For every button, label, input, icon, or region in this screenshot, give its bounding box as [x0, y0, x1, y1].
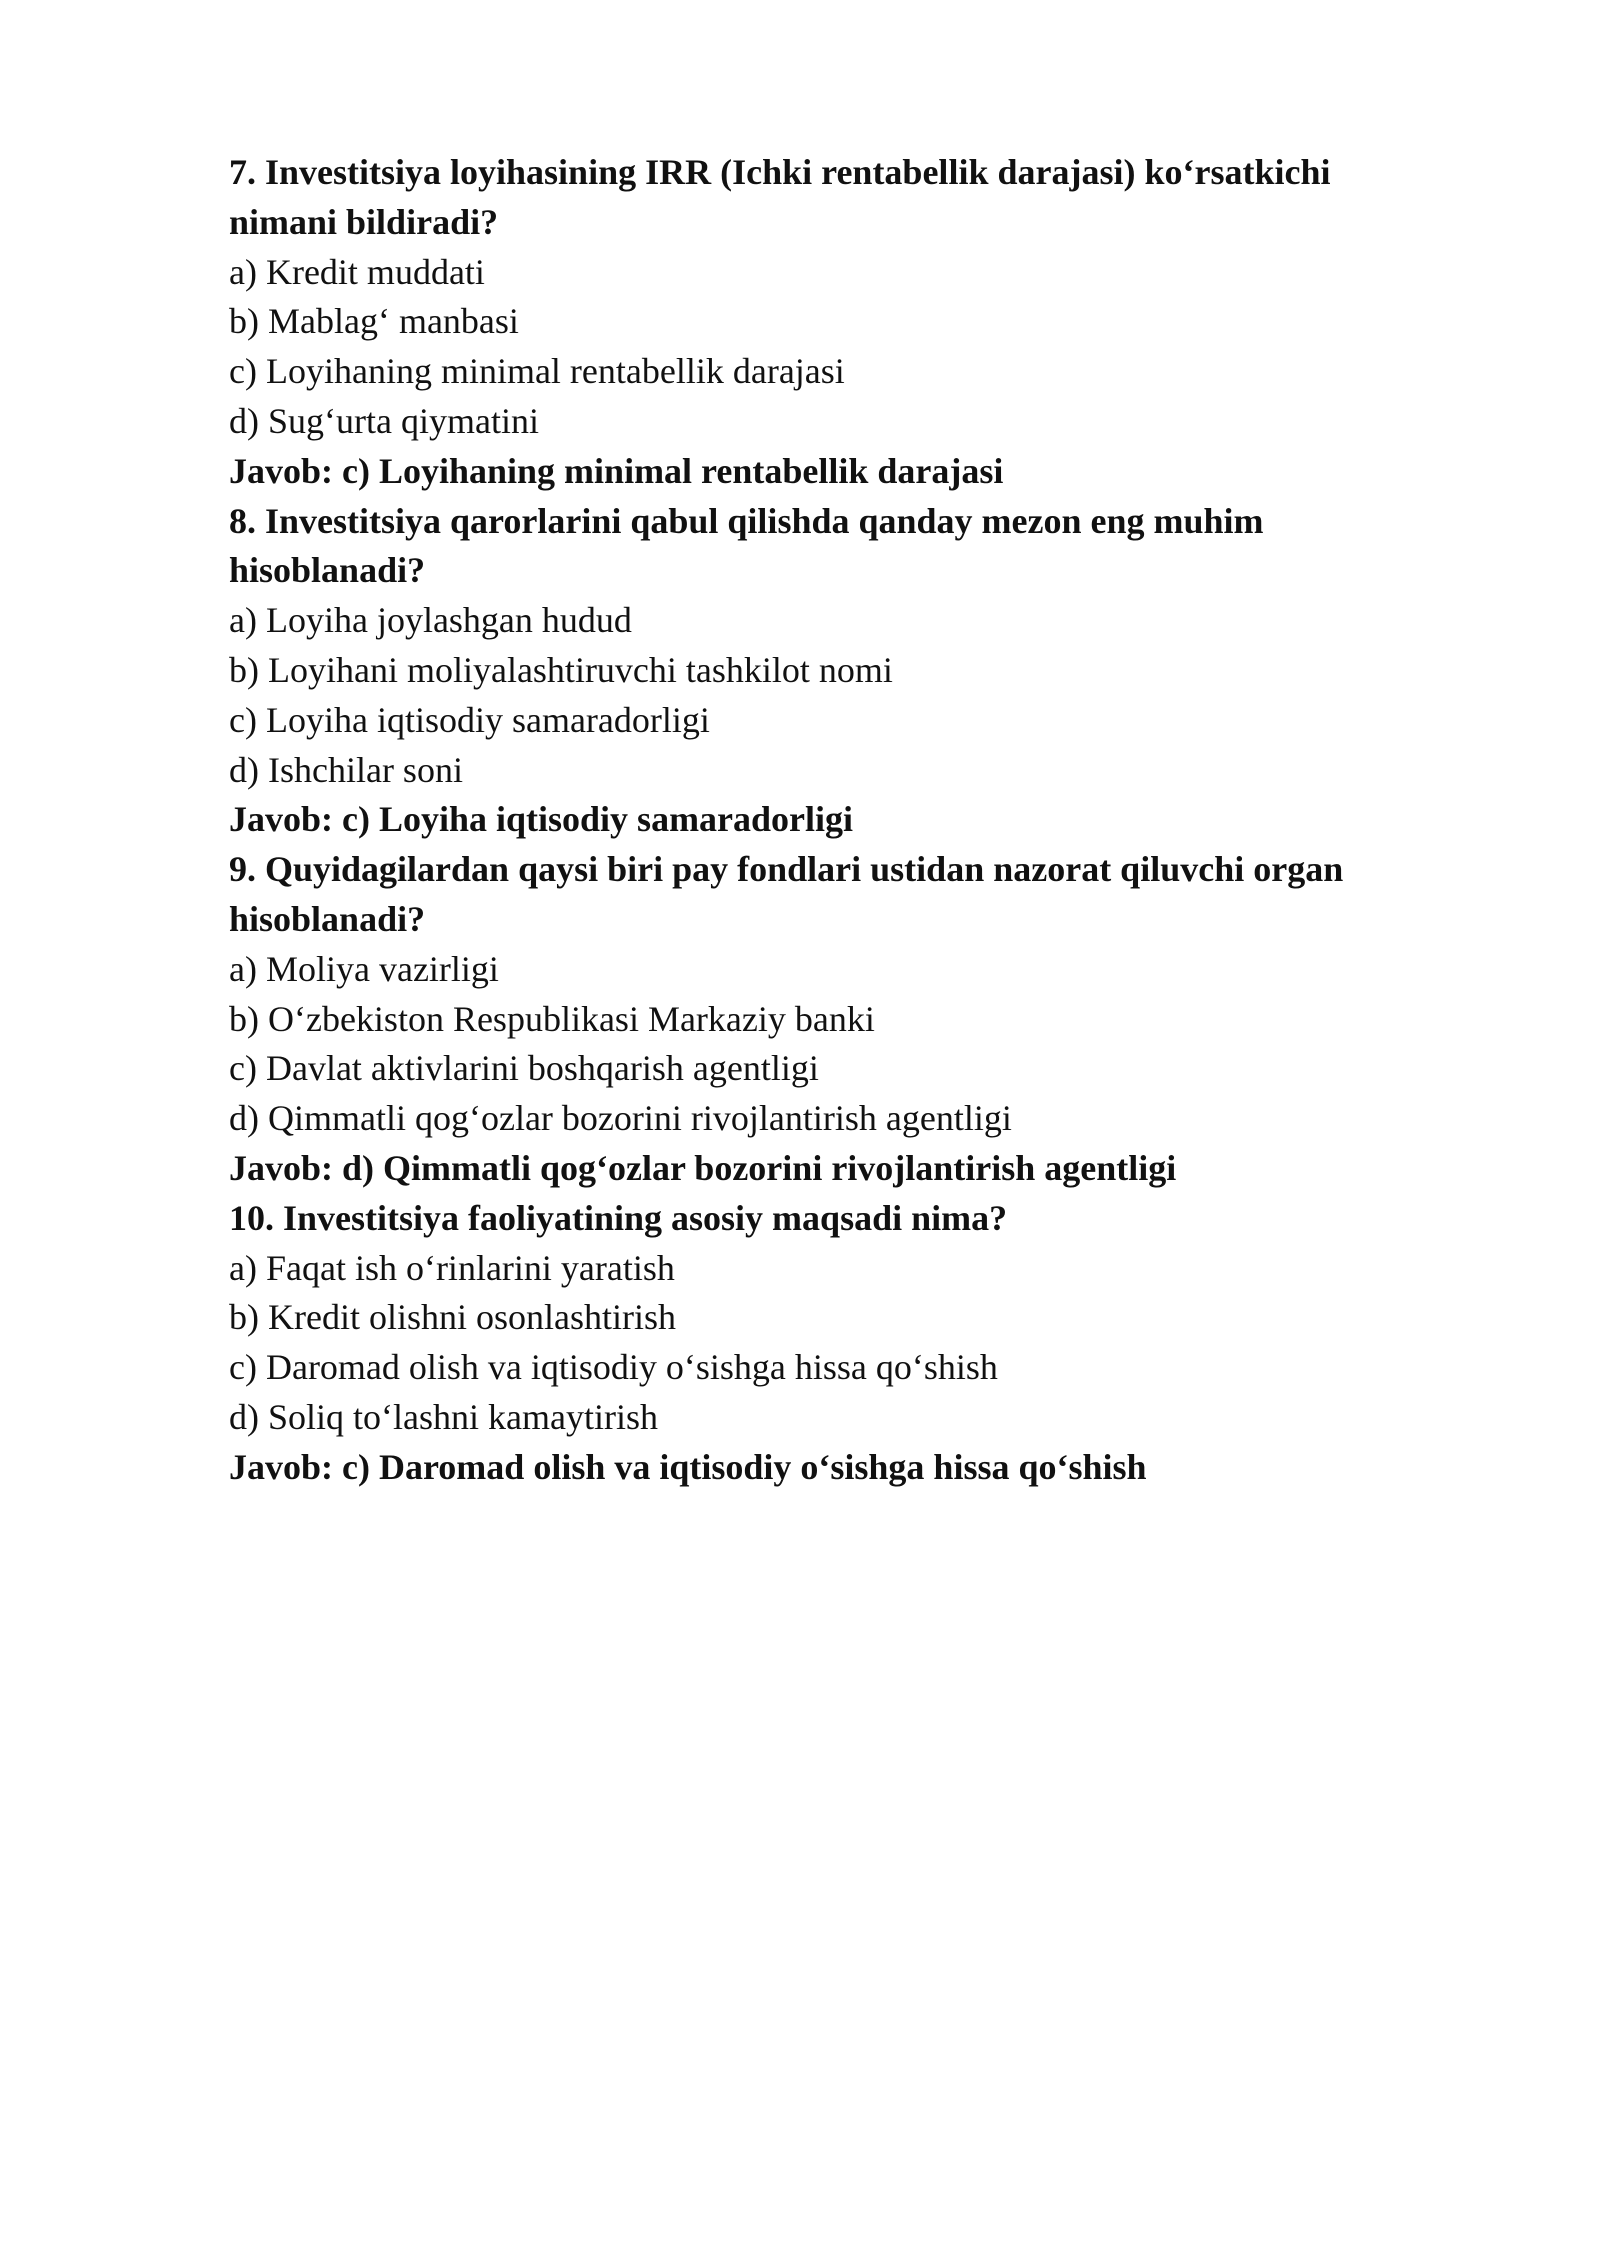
option-c: c) Davlat aktivlarini boshqarish agentligi [229, 1048, 819, 1089]
question-block-9 [229, 845, 1409, 1194]
option-a: a) Moliya vazirligi [229, 948, 499, 989]
answer-text: Javob: c) Loyiha iqtisodiy samaradorligi [229, 799, 854, 840]
option-a: a) Kredit muddati [229, 251, 485, 292]
option-c: c) Loyihaning minimal rentabellik darajasi [229, 351, 845, 392]
option-b: b) Mablag‘ manbasi [229, 301, 519, 342]
question-block-10 [229, 1194, 1409, 1493]
option-d: d) Qimmatli qog‘ozlar bozorini rivojlantirish agentligi [229, 1098, 1012, 1139]
option-d: d) Soliq to‘lashni kamaytirish [229, 1396, 658, 1437]
answer-text: Javob: d) Qimmatli qog‘ozlar bozorini rivojlantirish agentligi [229, 1147, 1177, 1188]
question-block-7 [229, 148, 1409, 497]
option-a: a) Loyiha joylashgan hudud [229, 600, 632, 641]
question-text: 8. Investitsiya qarorlarini qabul qilishda qanday mezon eng muhim hisoblanadi? [229, 500, 1264, 591]
answer-text: Javob: c) Daromad olish va iqtisodiy o‘sishga hissa qo‘shish [229, 1446, 1147, 1487]
question-text: 9. Quyidagilardan qaysi biri pay fondlari ustidan nazorat qiluvchi organ hisoblanadi? [229, 849, 1344, 939]
question-text: 10. Investitsiya faoliyatining asosiy maqsadi nima? [229, 1197, 1008, 1238]
option-d: d) Ishchilar soni [229, 749, 463, 790]
option-c: c) Loyiha iqtisodiy samaradorligi [229, 699, 710, 740]
quiz-content [229, 148, 1409, 1493]
question-text: 7. Investitsiya loyihasining IRR (Ichki rentabellik darajasi) ko‘rsatkichi nimani bildiradi? [229, 152, 1331, 242]
option-c: c) Daromad olish va iqtisodiy o‘sishga hissa qo‘shish [229, 1347, 998, 1388]
question-block-8 [229, 497, 1409, 846]
option-a: a) Faqat ish o‘rinlarini yaratish [229, 1247, 675, 1288]
option-d: d) Sug‘urta qiymatini [229, 400, 539, 441]
answer-text: Javob: c) Loyihaning minimal rentabellik darajasi [229, 450, 1004, 491]
option-b: b) Loyihani moliyalashtiruvchi tashkilot nomi [229, 649, 893, 690]
option-b: b) O‘zbekiston Respublikasi Markaziy banki [229, 998, 875, 1039]
option-b: b) Kredit olishni osonlashtirish [229, 1297, 676, 1338]
